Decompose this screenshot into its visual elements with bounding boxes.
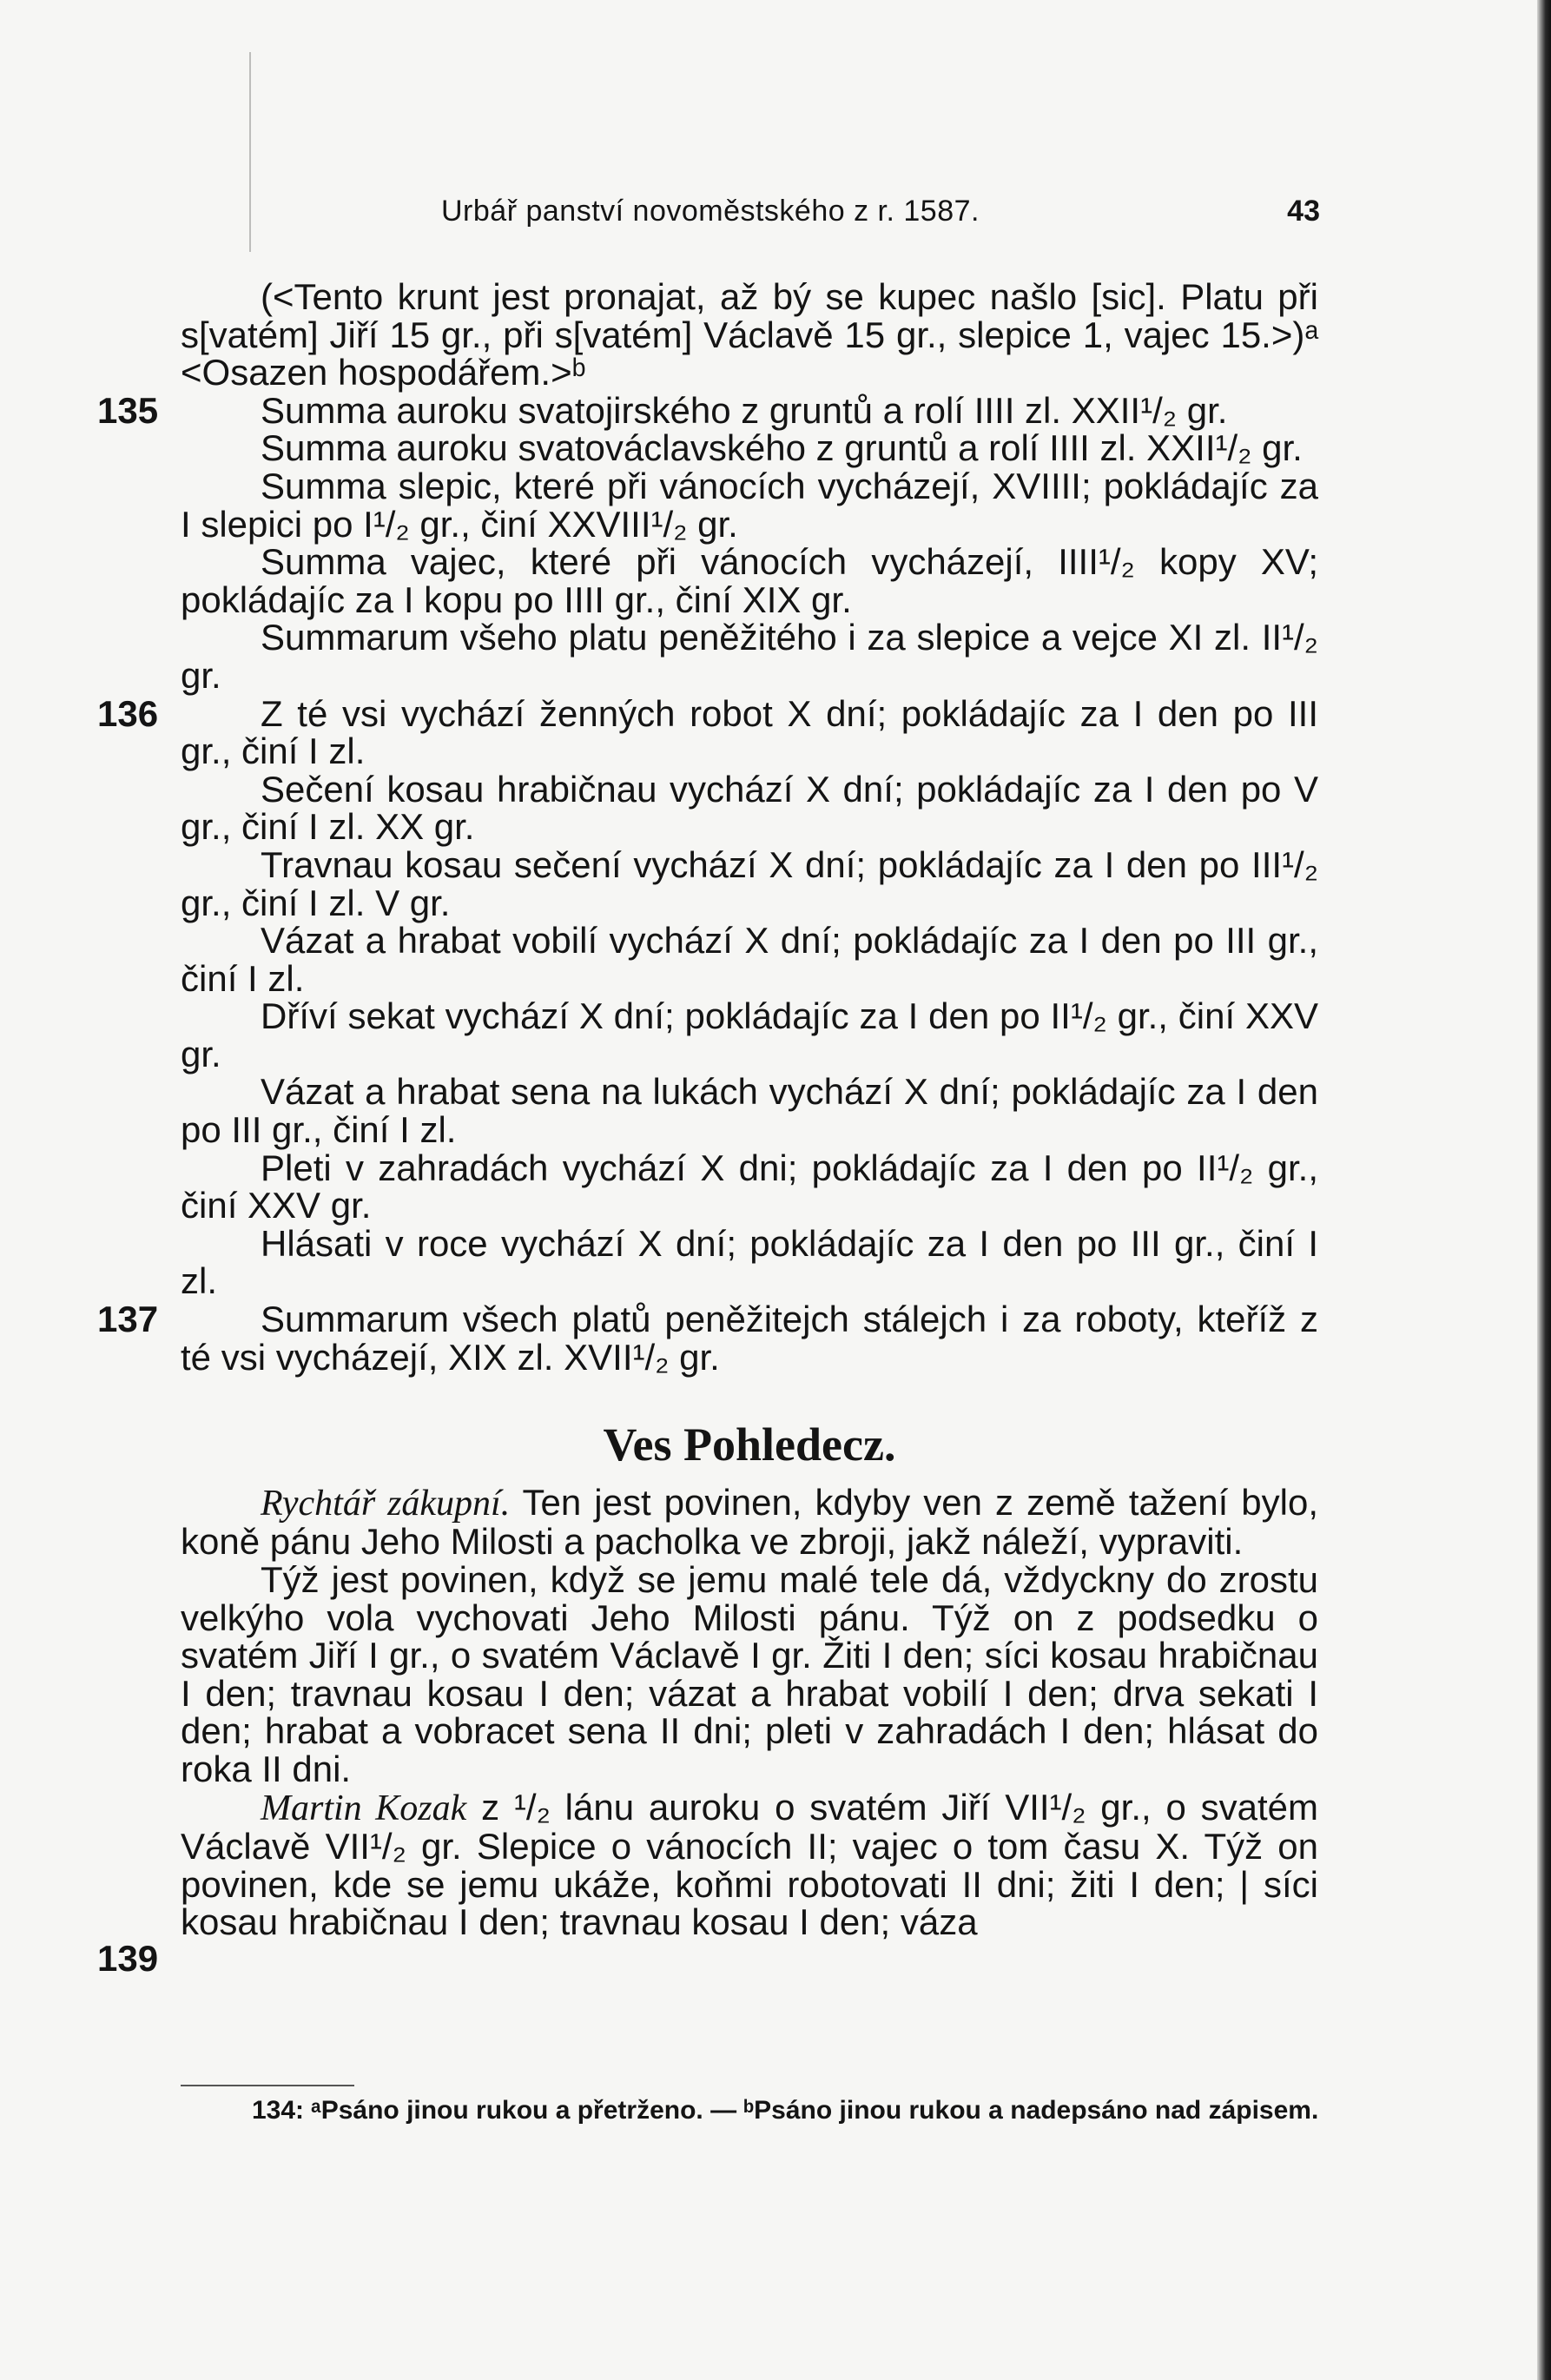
paragraph-text: Ten jest povinen, kdyby ven z země tažení bylo, koně pánu Jeho Milosti a pacholka ve zbroji, jakž náleží, vypraviti. [181, 1481, 1318, 1563]
margin-number: 137 [97, 1299, 159, 1340]
paragraph-text: Týž jest povinen, když se jemu malé tele dá, vždyckny do zrostu velkýho vola vychovati Jeho Milosti pánu. Týž on z podsedku o svatém Jiří I gr., o svatém Václavě I gr. Žiti I den; síci kosau hrabičnau I den; travnau kosau I den; vázat a hrabat vobilí I den; drva sekati I den; hrabat a vobracet sena II dni; pleti v zahradách I den; hlásat do roka II dni. [181, 1559, 1318, 1789]
body-text [97, 276, 1318, 1979]
footnote-rule [181, 2085, 354, 2086]
paragraph-text: Summa vajec, které při vánocích vycházejí, IIII¹/₂ kopy XV; pokládajíc za I kopu po IIII gr., činí XIX gr. [181, 541, 1318, 620]
paragraph-text: (<Tento krunt jest pronajat, až bý se kupec našlo [sic]. Platu při s[vatém] Jiří 15 gr., při s[vatém] Václavě 15 gr., slepice 1, vajec 15.>)ᵃ <Osazen hospodářem.>ᵇ [181, 276, 1318, 393]
paragraph [181, 429, 1318, 467]
margin-number: 139 [97, 1937, 159, 1979]
paragraph [97, 692, 1318, 772]
paragraph-text: Travnau kosau sečení vychází X dní; pokládajíc za I den po III¹/₂ gr., činí I zl. V gr. [181, 843, 1318, 923]
person-name: Martin Kozak [261, 1788, 467, 1828]
paragraph [181, 543, 1318, 618]
paragraph [97, 389, 1318, 431]
paragraph-text: Summarum všeho platu peněžitého i za slepice a vejce XI zl. II¹/₂ gr. [181, 617, 1318, 696]
margin-number: 136 [97, 692, 159, 734]
footnotes: 134: ᵃPsáno jinou rukou a přetrženo. — ᵇPsáno jinou rukou a nadepsáno nad zápisem. [252, 2096, 1319, 2125]
paragraph-text: Vázat a hrabat sena na lukách vychází X dní; pokládajíc za I den po III gr., činí I zl. [181, 1071, 1318, 1151]
paragraph [181, 1071, 1318, 1151]
paragraph [181, 997, 1318, 1073]
paragraph-text: Summa slepic, které při vánocích vycházejí, XVIIII; pokládajíc za I slepici po I¹/₂ gr., činí XXVIII¹/₂ gr. [181, 465, 1318, 545]
paragraph-text: Sečení kosau hrabičnau vychází X dní; pokládajíc za I den po V gr., činí I zl. XX gr. [181, 768, 1318, 848]
paragraph-text: Vázat a hrabat vobilí vychází X dní; pokládajíc za I den po III gr., činí I zl. [181, 920, 1318, 999]
section-heading: Ves Pohledecz. [603, 1418, 896, 1471]
paragraph [181, 770, 1318, 846]
paragraph-text: Pleti v zahradách vychází X dni; pokládajíc za I den po II¹/₂ gr., činí XXV gr. [181, 1147, 1318, 1226]
scan-mark [249, 52, 251, 252]
paragraph-text: Summarum všech platů peněžitejch stálejch i za roboty, kteříž z té vsi vycházejí, XIX zl. XVII¹/₂ gr. [181, 1299, 1318, 1378]
page-number: 43 [1287, 195, 1320, 228]
paragraph [181, 278, 1318, 392]
paragraph [181, 1561, 1318, 1788]
paragraph-text: z ¹/₂ lánu auroku o svatém Jiří VII¹/₂ gr., o svatém Václavě VII¹/₂ gr. Slepice o vánocích II; vajec o tom času X. Týž on povinen, kde se jemu ukáže, koňmi robotovati II dni; žiti I den; | síci kosau hrabičnau I den; travnau kosau I den; váza [181, 1786, 1318, 1943]
paragraph [181, 922, 1318, 997]
paragraph [181, 618, 1318, 694]
paragraph-text: Z té vsi vychází ženných robot X dní; pokládajíc za I den po III gr., činí I zl. [181, 692, 1318, 772]
person-name: Rychtář zákupní. [261, 1483, 511, 1524]
paragraph-text: Dříví sekat vychází X dní; pokládajíc za I den po II¹/₂ gr., činí XXV gr. [181, 995, 1318, 1074]
paragraph [181, 1222, 1318, 1302]
paragraph-text: Summa auroku svatováclavského z gruntů a rolí IIII zl. XXII¹/₂ gr. [261, 427, 1303, 469]
paragraph-text: Hlásati v roce vychází X dní; pokládajíc za I den po III gr., činí I zl. [181, 1222, 1318, 1302]
paragraph [97, 1299, 1318, 1378]
paragraph [181, 843, 1318, 923]
paragraph [181, 1481, 1318, 1563]
page-header [261, 195, 1320, 238]
margin-number: 135 [97, 389, 159, 431]
paragraph [181, 467, 1318, 543]
paragraph-text: Summa auroku svatojirského z gruntů a rolí IIII zl. XXII¹/₂ gr. [261, 389, 1228, 431]
running-title: Urbář panství novoměstského z r. 1587. [441, 195, 980, 228]
paragraph [97, 1786, 1318, 1979]
paragraph [181, 1149, 1318, 1225]
page-edge-shadow [1537, 0, 1551, 2380]
